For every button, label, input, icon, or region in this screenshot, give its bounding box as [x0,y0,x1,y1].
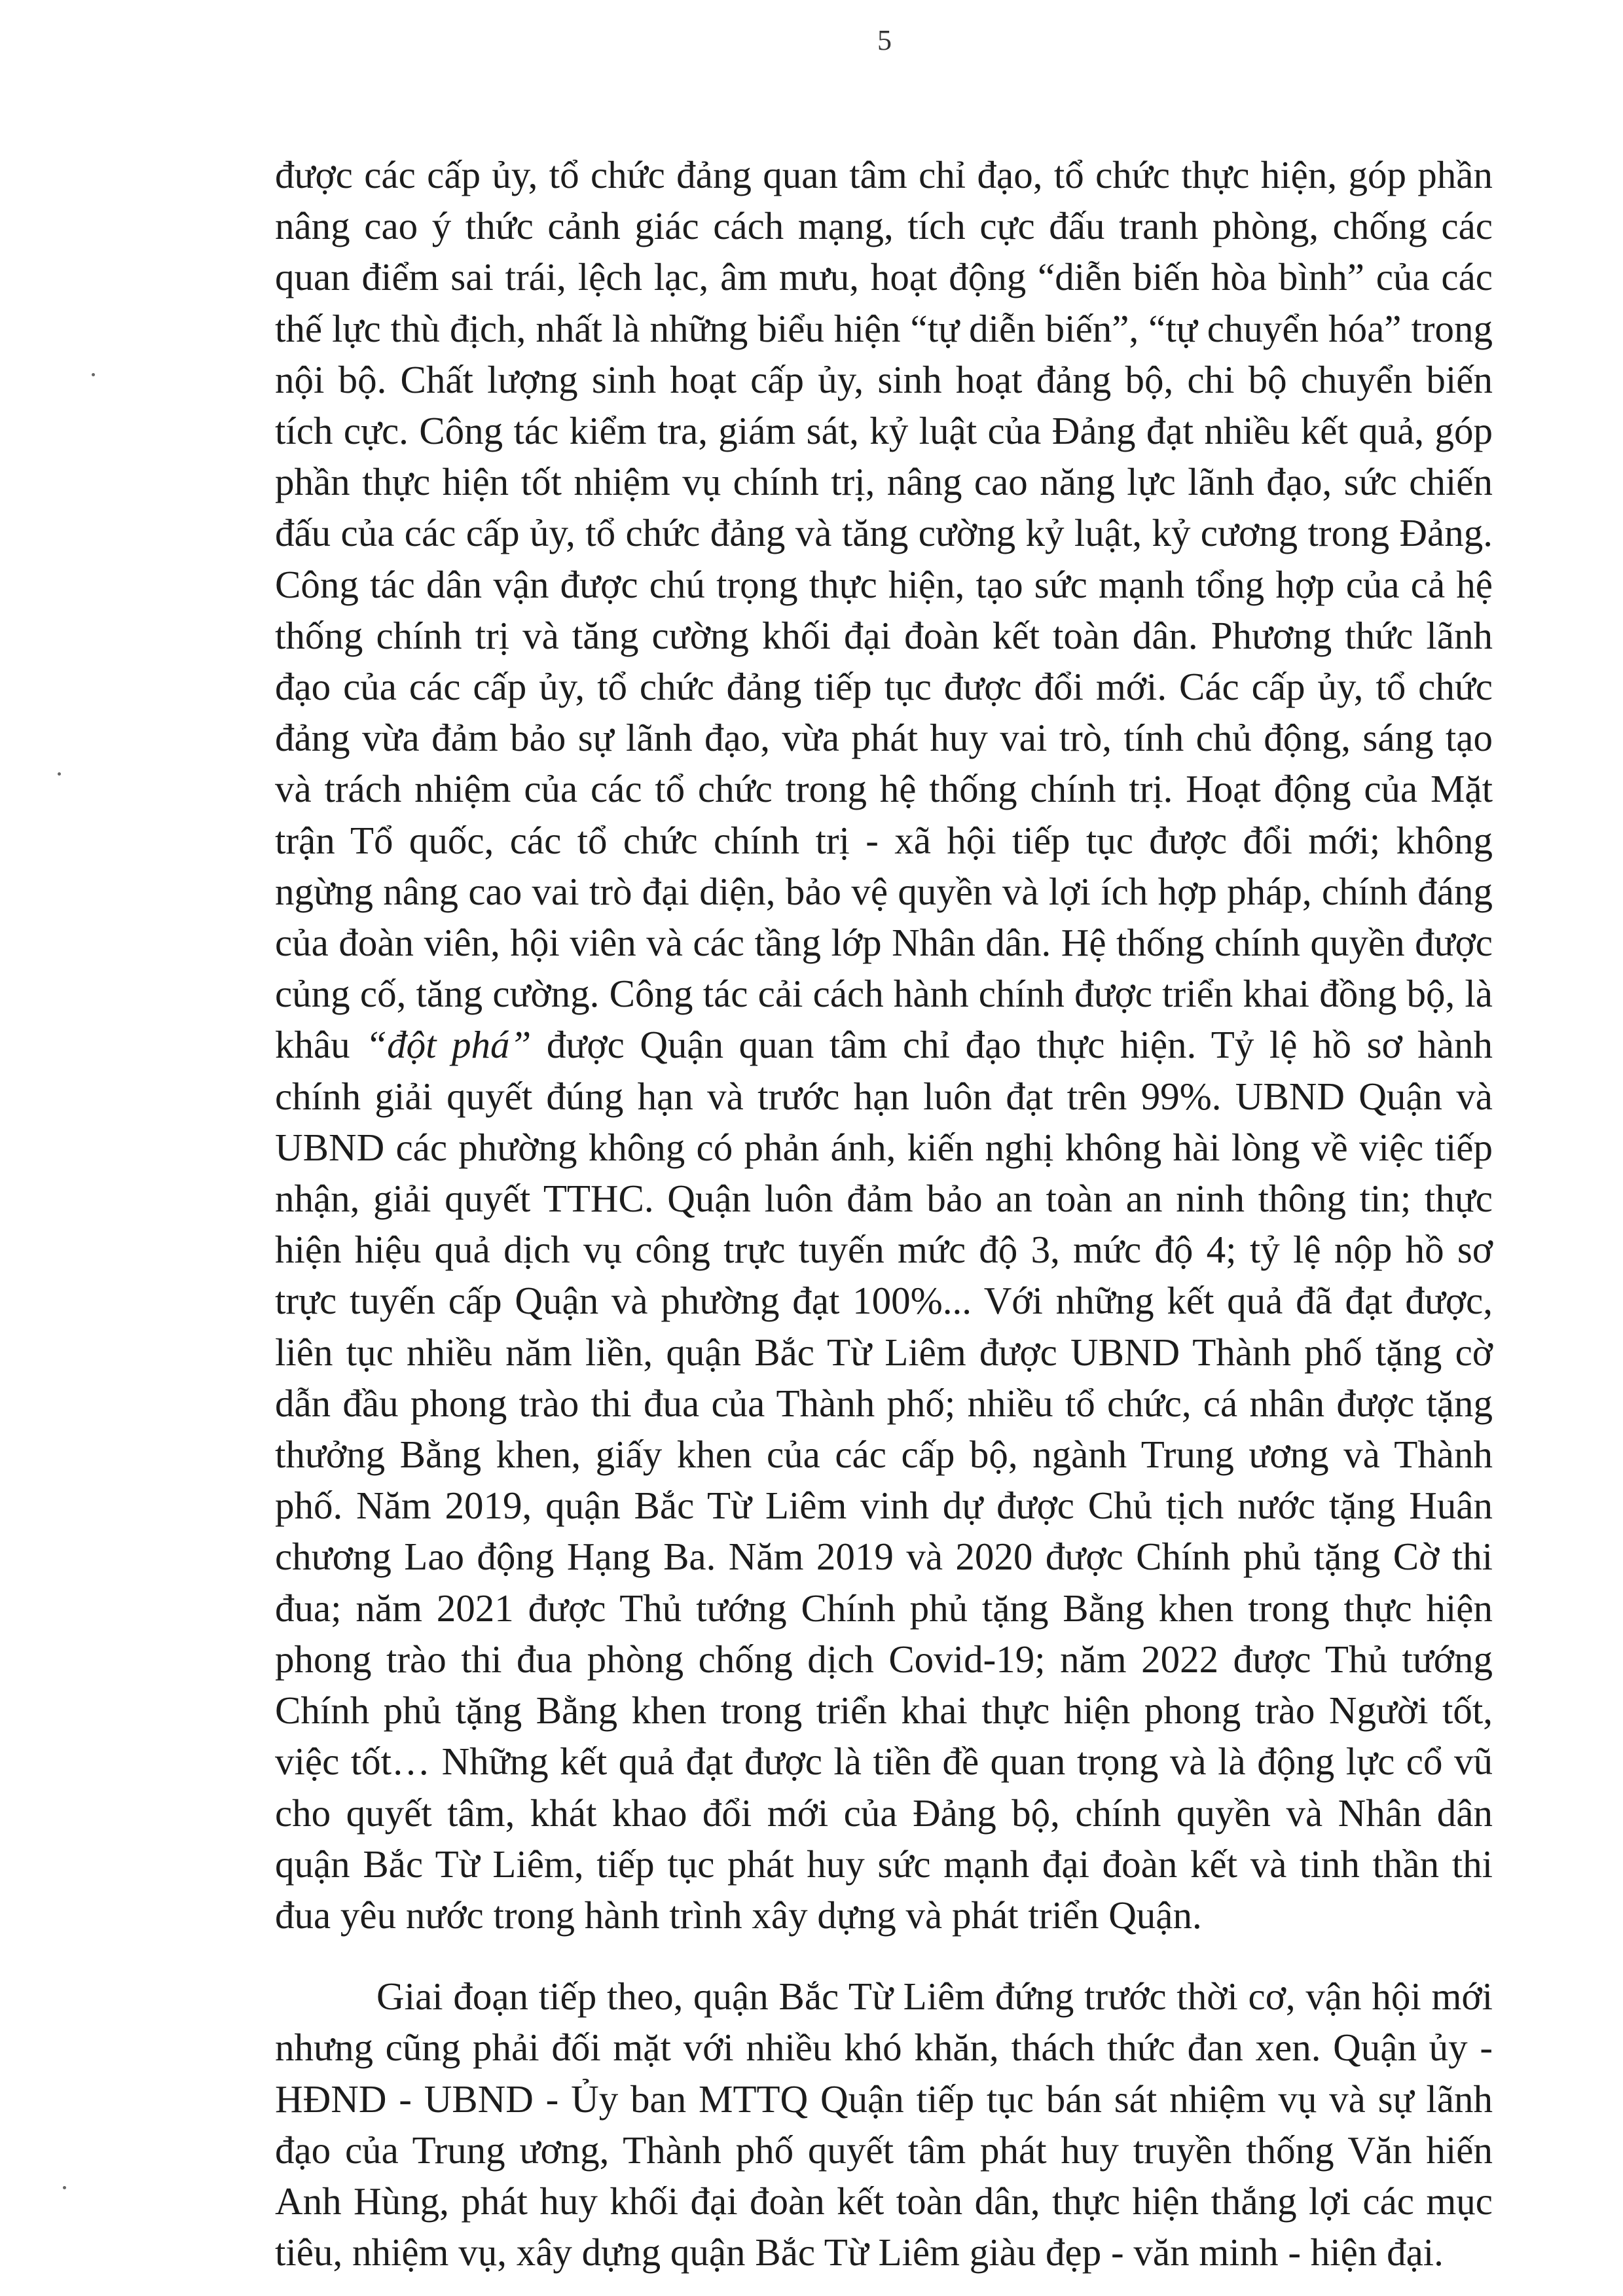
paragraph-1 [275,149,1493,1941]
page-number: 5 [877,24,892,56]
paragraph-1-emphasis: “đột phá” [365,1023,532,1067]
scan-speck [58,772,61,776]
scan-speck [63,2186,66,2189]
paragraph-1-text-a: được các cấp ủy, tổ chức đảng quan tâm chỉ đạo, tổ chức thực hiện, góp phần nâng cao ý thức cảnh giác cách mạng, tích cực đấu tranh phòng, chống các quan điểm sai trái, lệch lạc, âm mưu, hoạt động “diễn biến hòa bình” của các thế lực thù địch, nhất là những biểu hiện “tự diễn biến”, “tự chuyển hóa” trong nội bộ. Chất lượng sinh hoạt cấp ủy, sinh hoạt đảng bộ, chi bộ chuyển biến tích cực. Công tác kiểm tra, giám sát, kỷ luật của Đảng đạt nhiều kết quả, góp phần thực hiện tốt nhiệm vụ chính trị, nâng cao năng lực lãnh đạo, sức chiến đấu của các cấp ủy, tổ chức đảng và tăng cường kỷ luật, kỷ cương trong Đảng. Công tác dân vận được chú trọng thực hiện, tạo sức mạnh tổng hợp của cả hệ thống chính trị và tăng cường khối đại đoàn kết toàn dân. Phương thức lãnh đạo của các cấp ủy, tổ chức đảng tiếp tục được đổi mới. Các cấp ủy, tổ chức đảng vừa đảm bảo sự lãnh đạo, vừa phát huy vai trò, tính chủ động, sáng tạo và trách nhiệm của các tổ chức trong hệ thống chính trị. Hoạt động của Mặt trận Tổ quốc, các tổ chức chính trị - xã hội tiếp tục được đổi mới; không ngừng nâng cao vai trò đại diện, bảo vệ quyền và lợi ích hợp pháp, chính đáng của đoàn viên, hội viên và các tầng lớp Nhân dân. Hệ thống chính quyền được củng cố, tăng cường. Công tác cải cách hành chính được triển khai đồng bộ, là khâu [275,153,1493,1067]
paragraph-1-text-b: được Quận quan tâm chỉ đạo thực hiện. Tỷ lệ hồ sơ hành chính giải quyết đúng hạn và trước hạn luôn đạt trên 99%. UBND Quận và UBND các phường không có phản ánh, kiến nghị không hài lòng về việc tiếp nhận, giải quyết TTHC. Quận luôn đảm bảo an toàn an ninh thông tin; thực hiện hiệu quả dịch vụ công trực tuyến mức độ 3, mức độ 4; tỷ lệ nộp hồ sơ trực tuyến cấp Quận và phường đạt 100%... Với những kết quả đã đạt được, liên tục nhiều năm liền, quận Bắc Từ Liêm được UBND Thành phố tặng cờ dẫn đầu phong trào thi đua của Thành phố; nhiều tổ chức, cá nhân được tặng thưởng Bằng khen, giấy khen của các cấp bộ, ngành Trung ương và Thành phố. Năm 2019, quận Bắc Từ Liêm vinh dự được Chủ tịch nước tặng Huân chương Lao động Hạng Ba. Năm 2019 và 2020 được Chính phủ tặng Cờ thi đua; năm 2021 được Thủ tướng Chính phủ tặng Bằng khen trong thực hiện phong trào thi đua phòng chống dịch Covid-19; năm 2022 được Thủ tướng Chính phủ tặng Bằng khen trong triển khai thực hiện phong trào Người tốt, việc tốt… Những kết quả đạt được là tiền đề quan trọng và là động lực cổ vũ cho quyết tâm, khát khao đổi mới của Đảng bộ, chính quyền và Nhân dân quận Bắc Từ Liêm, tiếp tục phát huy sức mạnh đại đoàn kết và tinh thần thi đua yêu nước trong hành trình xây dựng và phát triển Quận. [275,1023,1493,1937]
scan-speck [92,373,95,376]
document-body [275,149,1493,2278]
paragraph-2: Giai đoạn tiếp theo, quận Bắc Từ Liêm đứng trước thời cơ, vận hội mới nhưng cũng phải đối mặt với nhiều khó khăn, thách thức đan xen. Quận ủy - HĐND - UBND - Ủy ban MTTQ Quận tiếp tục bán sát nhiệm vụ và sự lãnh đạo của Trung ương, Thành phố quyết tâm phát huy truyền thống Văn hiến Anh Hùng, phát huy khối đại đoàn kết toàn dân, thực hiện thắng lợi các mục tiêu, nhiệm vụ, xây dựng quận Bắc Từ Liêm giàu đẹp - văn minh - hiện đại. [275,1975,1493,2274]
